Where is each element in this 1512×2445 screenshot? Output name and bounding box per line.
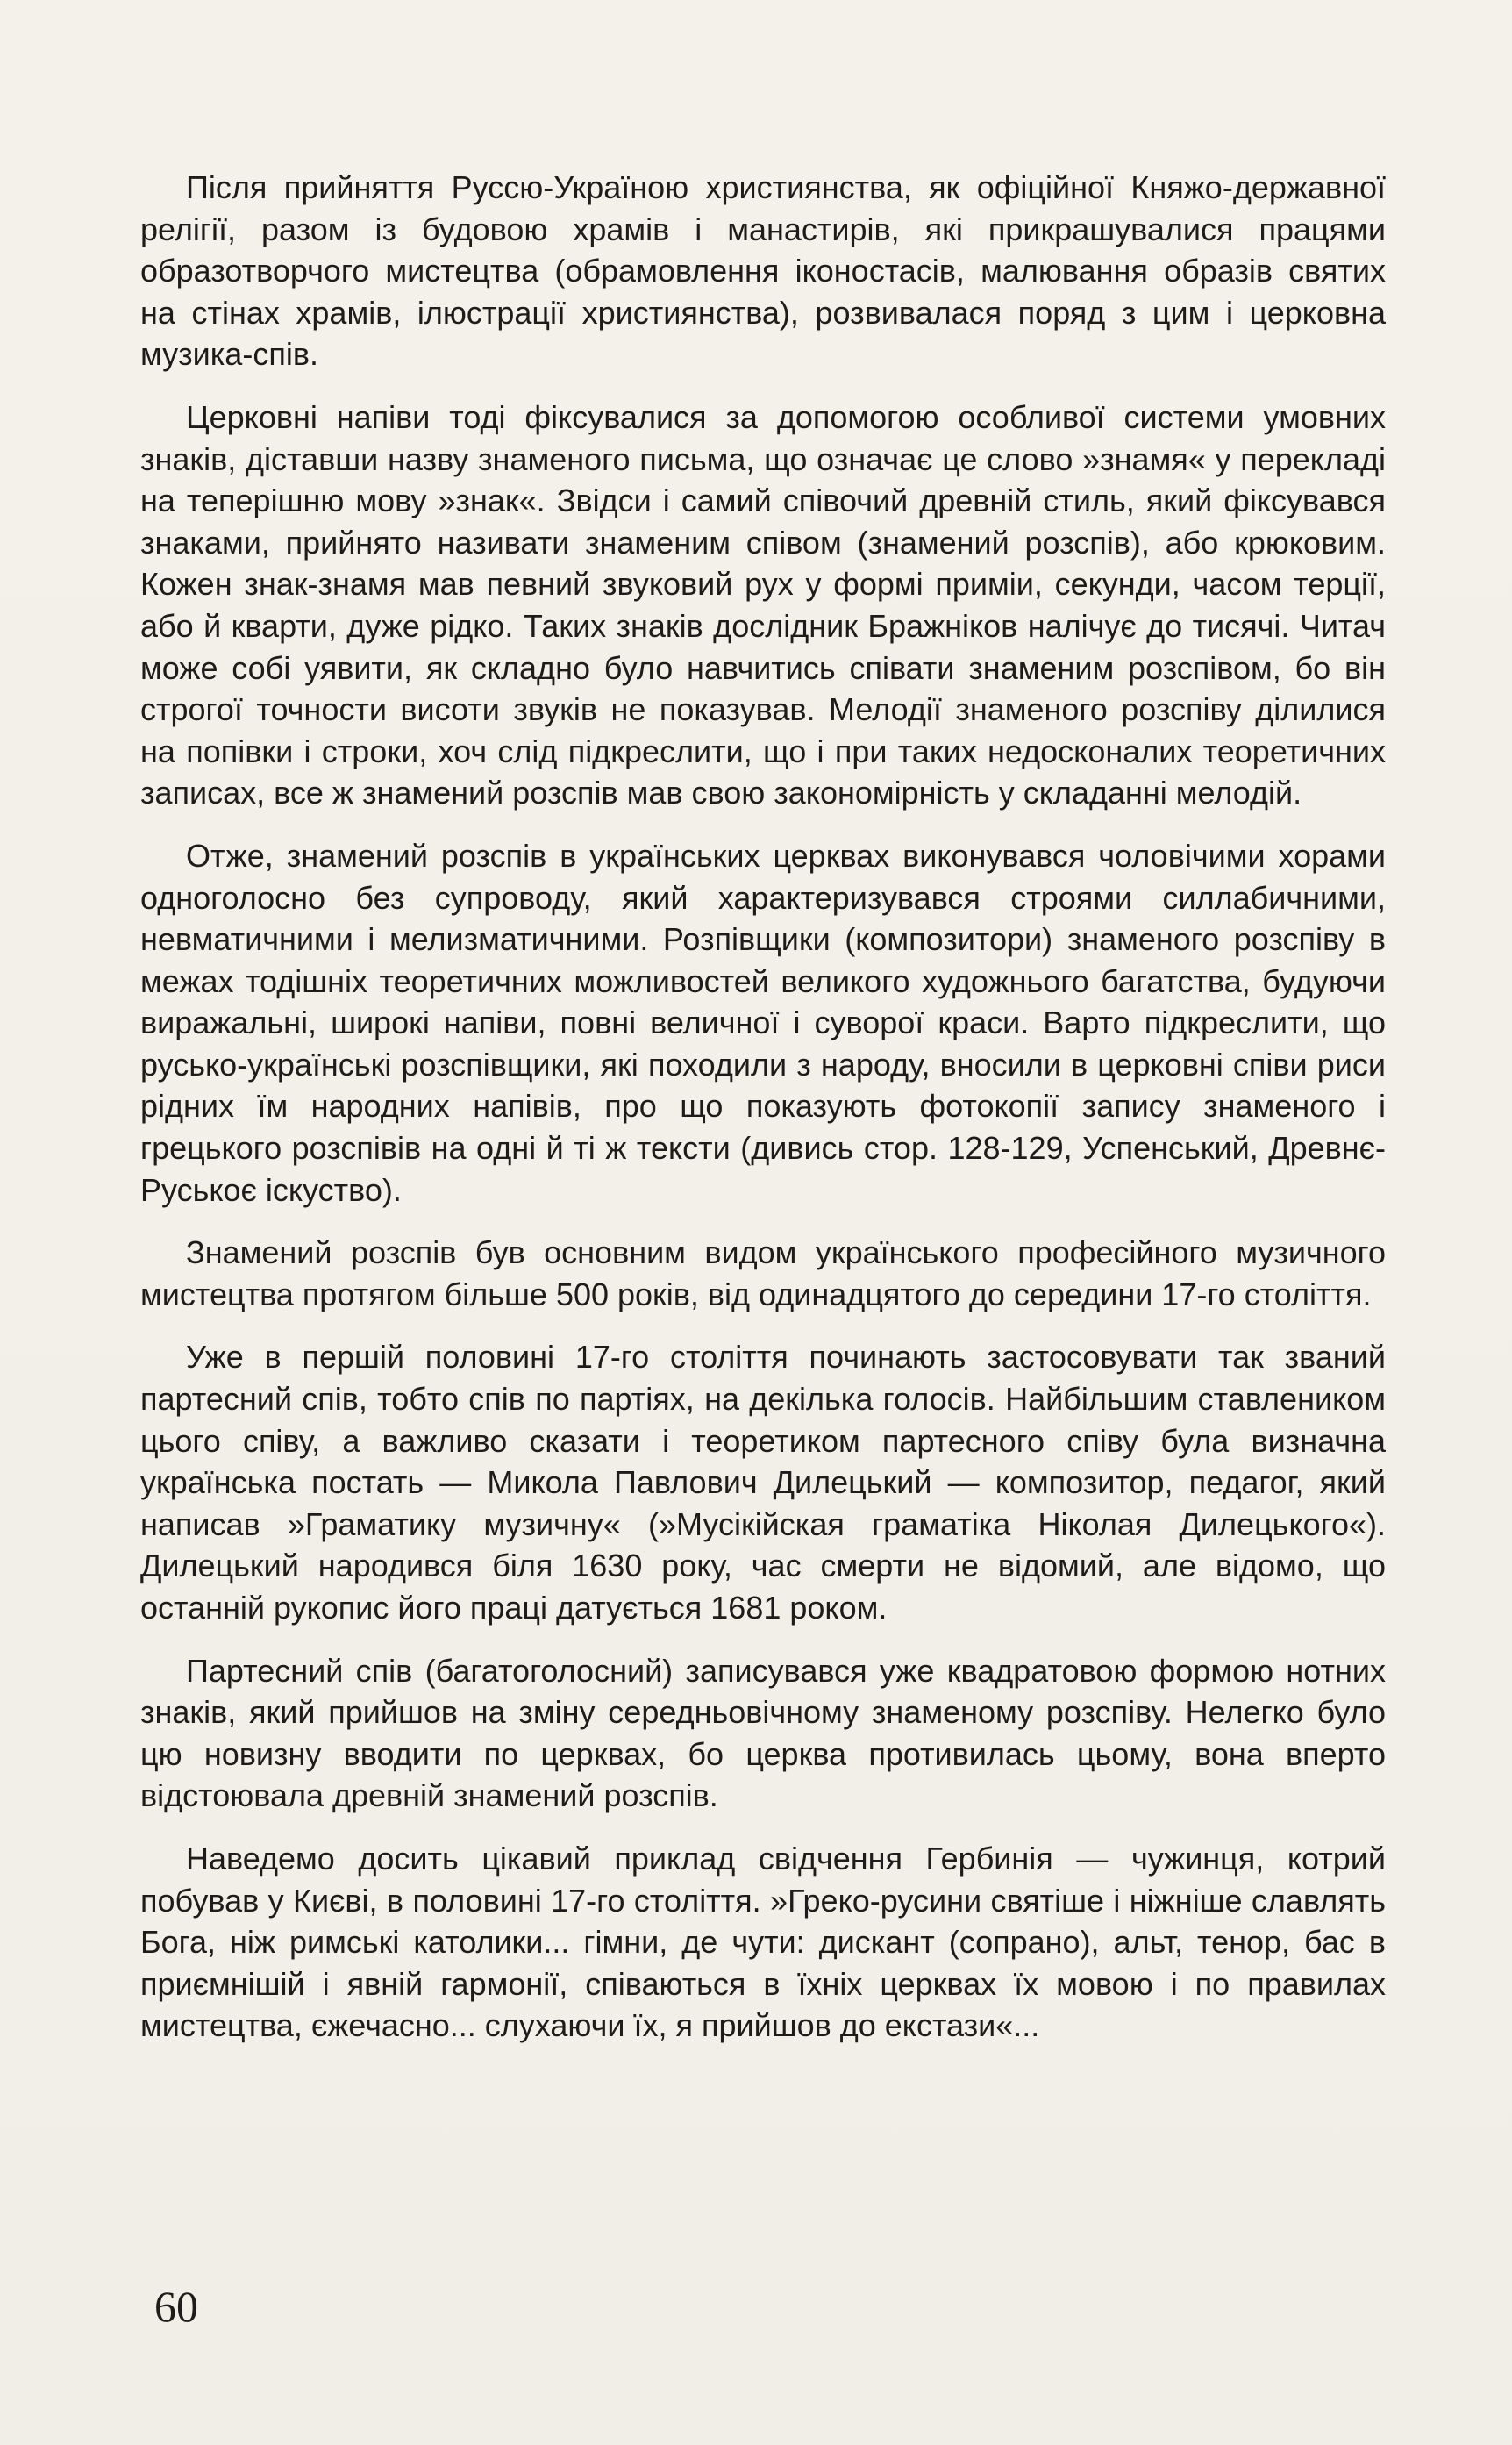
paragraph: Церковні напіви тоді фіксувалися за допомогою особливої системи умовних знаків, діставши назву знаменого письма, що означає це слово »знамя« у перекладі на теперішню мову »знак«. Звідси і самий співочий древній стиль, який фіксувався знаками, прийнято називати знаменим співом (знамений розспів), або крюковим. Кожен знак-знамя мав певний звуковий рух у формі приміи, секунди, часом терції, або й кварти, дуже рідко. Таких знаків дослідник Бражніков налічує до тисячі. Читач може собі уявити, як складно було навчитись співати знаменим розспівом, бо він строгої точности висоти звуків не показував. Мелодії знаменого розспіву ділилися на попівки і строки, хоч слід підкреслити, що і при таких недосконалих теоретичних записах, все ж знамений розспів мав свою закономірність у складанні мелодій. bbox=[140, 398, 1386, 811]
paragraph: Після прийняття Руссю-Україною християнства, як офіційної Княжо-державної релігії, разом із будовою храмів і манастирів, які прикрашувалися працями образотворчого мистецтва (обрамовлення іконостасів, малювання образів святих на стінах храмів, ілюстрації християнства), розвивалася поряд з цим і церковна музика-спів. bbox=[140, 169, 1386, 373]
paragraph: Уже в першій половині 17-го століття починають застосовувати так званий партесний спів, тобто спів по партіях, на декілька голосів. Найбільшим ставлеником цього співу, а важливо сказати і теоретиком партесного співу була визначна українська постать — Микола Павлович Дилецький — композитор, педагог, який написав »Граматику музичну« (»Мусікійская граматіка Ніколая Дилецького«). Дилецький народився біля 1630 року, час смерти не відомий, але відомо, що останній рукопис його праці датується 1681 роком. bbox=[140, 1339, 1386, 1626]
paragraph: Партесний спів (багатоголосний) записувався уже квадратовою формою нотних знаків, який прийшов на зміну середньовічному знаменому розспіву. Нелегко було цю новизну вводити по церквах, бо церква противилась цьому, вона вперто відстоювала древній знамений розспів. bbox=[140, 1652, 1386, 1814]
paragraph: Наведемо досить цікавий приклад свідчення Гербинія — чужинця, котрий побував у Києві, в половині 17-го століття. »Греко-русини святіше і ніжніше славлять Бога, ніж римські католики... гімни, де чути: дискант (сопрано), альт, тенор, бас в приємнішій і явній гармонії, співаються в їхніх церквах їх мовою і по правилах мистецтва, єжечасно... слухаючи їх, я прийшов до екстази«... bbox=[140, 1840, 1386, 2044]
page-number: 60 bbox=[154, 2282, 198, 2331]
body-text bbox=[140, 167, 1386, 2068]
paragraph: Знамений розспів був основним видом українського професійного музичного мистецтва протягом більше 500 років, від одинадцятого до середини 17-го століття. bbox=[140, 1234, 1386, 1312]
paragraph: Отже, знамений розспів в українських церквах виконувався чоловічими хорами одноголосно без супроводу, який характеризувався строями силлабичними, невматичними і мелизматичними. Розпівщики (композитори) знаменого розспіву в межах тодішніх теоретичних можливостей великого художнього багатства, будуючи виражальні, широкі напіви, повні величної і суворої краси. Варто підкреслити, що русько-українські розспівщики, які походили з народу, вносили в церковні співи риси рідних їм народних напівів, про що показують фотокопії запису знаменого і грецького розспівів на одні й ті ж тексти (дивись стор. 128-129, Успенський, Древнє-Руськоє іскуство). bbox=[140, 837, 1386, 1208]
